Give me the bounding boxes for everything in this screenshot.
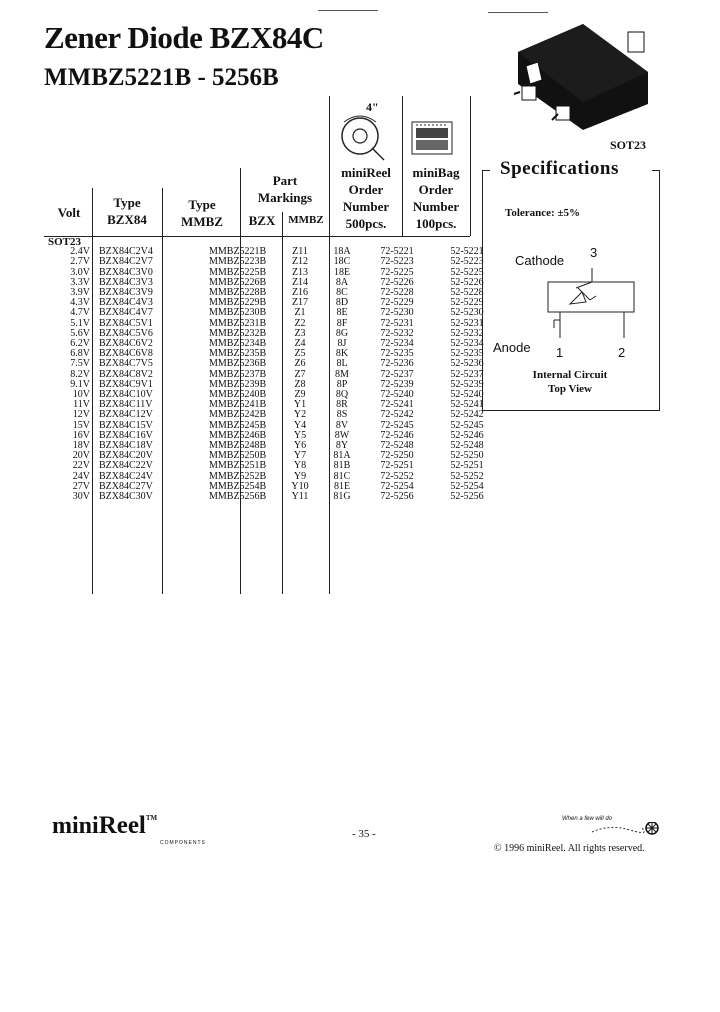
marking-bzx-cell: Y2	[293, 409, 307, 421]
marking-mmbz-cell: 8L	[336, 358, 348, 370]
minireel-cell: 72-5246	[380, 429, 414, 441]
type-mmbz-cell: MMBZ5254B	[209, 480, 267, 492]
type-bzx-cell: BZX84C22V	[99, 460, 153, 472]
reel-swoosh-icon	[590, 822, 662, 838]
type-mmbz-cell: MMBZ5230B	[209, 307, 267, 319]
top-rule	[488, 12, 548, 13]
type-mmbz-cell: MMBZ5234B	[209, 338, 267, 350]
marking-mmbz-cell: 8Q	[335, 389, 349, 401]
minibag-cell: 52-5251	[450, 460, 484, 472]
minireel-cell: 72-5234	[380, 338, 414, 350]
minibag-cell: 52-5252	[450, 470, 484, 482]
minireel-cell: 72-5256	[380, 491, 414, 503]
spec-box-rule	[482, 170, 490, 171]
marking-bzx-cell: Z7	[294, 368, 306, 380]
volt-cell: 30V	[72, 491, 90, 503]
marking-mmbz-cell: 18C	[333, 256, 351, 268]
minireel-cell: 72-5254	[380, 480, 414, 492]
internal-circuit-diagram	[540, 268, 640, 344]
minireel-cell: 72-5226	[380, 276, 414, 288]
column-rule	[470, 96, 471, 236]
minireel-cell: 72-5241	[380, 399, 414, 411]
col-part-markings: Part Markings	[257, 173, 313, 205]
marking-mmbz-cell: 18A	[333, 246, 351, 258]
minibag-cell: 52-5235	[450, 348, 484, 360]
marking-mmbz-cell: 8S	[336, 409, 348, 421]
marking-mmbz-cell: 8K	[335, 348, 349, 360]
minireel-cell: 72-5229	[380, 297, 414, 309]
marking-mmbz-cell: 8C	[336, 287, 348, 299]
minibag-cell: 52-5240	[450, 389, 484, 401]
minibag-cell: 52-5250	[450, 450, 484, 462]
top-rule	[318, 10, 378, 11]
volt-cell: 3.9V	[70, 287, 90, 299]
marking-bzx-cell: Z11	[292, 246, 308, 258]
marking-mmbz-cell: 8Y	[335, 440, 349, 452]
marking-bzx-cell: Z6	[294, 358, 306, 370]
slogan-text: When a few will do	[562, 816, 613, 822]
type-mmbz-cell: MMBZ5246B	[209, 429, 267, 441]
volt-cell: 3.3V	[70, 276, 90, 288]
volt-cell: 4.7V	[70, 307, 90, 319]
specifications-title: Specifications	[496, 158, 623, 180]
volt-cell: 6.2V	[70, 338, 90, 350]
copyright-text: © 1996 miniReel. All rights reserved.	[494, 843, 645, 854]
minireel-cell: 72-5250	[380, 450, 414, 462]
minireel-cell: 72-5228	[380, 287, 414, 299]
marking-mmbz-cell: 18E	[333, 266, 351, 278]
minibag-cell: 52-5241	[450, 399, 484, 411]
col-minibag: miniBag Order Number 100pcs.	[412, 165, 460, 231]
type-bzx-cell: BZX84C20V	[99, 450, 153, 462]
marking-bzx-cell: Y4	[293, 419, 307, 431]
col-type-mmbz: Type MMBZ	[181, 197, 223, 229]
type-bzx-cell: BZX84C4V7	[99, 307, 153, 319]
marking-mmbz-cell: 8R	[336, 399, 348, 411]
type-bzx-cell: BZX84C3V9	[99, 287, 153, 299]
marking-bzx-cell: Z2	[294, 317, 306, 329]
minibag-cell: 52-5236	[450, 358, 484, 370]
type-mmbz-cell: MMBZ5232B	[209, 327, 267, 339]
minireel-cell: 72-5230	[380, 307, 414, 319]
minireel-cell: 72-5231	[380, 317, 414, 329]
type-bzx-cell: BZX84C10V	[99, 389, 153, 401]
type-bzx-cell: BZX84C5V6	[99, 327, 153, 339]
volt-cell: 6.8V	[70, 348, 90, 360]
cathode-label: Cathode	[515, 253, 565, 268]
type-mmbz-cell: MMBZ5229B	[209, 297, 267, 309]
minibag-cell: 52-5228	[450, 287, 484, 299]
minireel-cell: 72-5251	[380, 460, 414, 472]
col-type-bzx: Type BZX84	[107, 195, 147, 227]
anode-label: Anode	[493, 340, 531, 355]
volt-cell: 5.1V	[70, 317, 90, 329]
volt-cell: 15V	[72, 419, 90, 431]
type-bzx-cell: BZX84C4V3	[99, 297, 153, 309]
minibag-cell: 52-5231	[450, 317, 484, 329]
minibag-cell: 52-5234	[450, 338, 484, 350]
minibag-cell: 52-5248	[450, 440, 484, 452]
type-mmbz-cell: MMBZ5240B	[209, 389, 267, 401]
tolerance-text: Tolerance: ±5%	[505, 207, 580, 219]
type-mmbz-cell: MMBZ5251B	[209, 460, 267, 472]
minibag-cell: 52-5237	[450, 368, 484, 380]
marking-bzx-cell: Y7	[293, 450, 307, 462]
volt-cell: 16V	[72, 429, 90, 441]
minibag-cell: 52-5245	[450, 419, 484, 431]
marking-bzx-cell: Z12	[291, 256, 309, 268]
marking-bzx-cell: Y6	[293, 440, 307, 452]
pin2-label: 2	[618, 345, 626, 360]
type-bzx-cell: BZX84C6V2	[99, 338, 153, 350]
page-title: Zener Diode BZX84C	[44, 20, 324, 55]
reel-icon	[336, 112, 388, 162]
minireel-cell: 72-5225	[380, 266, 414, 278]
table-row	[44, 492, 501, 502]
marking-mmbz-cell: 81E	[333, 480, 351, 492]
minibag-cell: 52-5232	[450, 327, 484, 339]
volt-cell: 24V	[72, 470, 90, 482]
marking-bzx-cell: Y9	[293, 470, 307, 482]
minireel-cell: 72-5236	[380, 358, 414, 370]
marking-bzx-cell: Z17	[291, 297, 309, 309]
spec-box-rule	[652, 170, 659, 171]
circuit-caption: Internal Circuit Top View	[532, 369, 608, 395]
reel-size-label: 4"	[366, 100, 379, 114]
type-mmbz-cell: MMBZ5241B	[209, 399, 267, 411]
minibag-cell: 52-5254	[450, 480, 484, 492]
type-mmbz-cell: MMBZ5237B	[209, 368, 267, 380]
marking-bzx-cell: Y11	[291, 491, 309, 503]
type-mmbz-cell: MMBZ5223B	[209, 256, 267, 268]
marking-bzx-cell: Y8	[293, 460, 307, 472]
marking-mmbz-cell: 8V	[335, 419, 349, 431]
minibag-cell: 52-5239	[450, 378, 484, 390]
volt-cell: 2.4V	[70, 246, 90, 258]
col-minireel: miniReel Order Number 500pcs.	[341, 165, 391, 231]
volt-cell: 4.3V	[70, 297, 90, 309]
type-bzx-cell: BZX84C11V	[99, 399, 153, 411]
minireel-cell: 72-5239	[380, 378, 414, 390]
marking-mmbz-cell: 8J	[337, 338, 347, 350]
minibag-cell: 52-5256	[450, 491, 484, 503]
marking-mmbz-cell: 81B	[333, 460, 351, 472]
type-mmbz-cell: MMBZ5231B	[209, 317, 267, 329]
marking-mmbz-cell: 81A	[333, 450, 351, 462]
minibag-cell: 52-5229	[450, 297, 484, 309]
minireel-cell: 72-5252	[380, 470, 414, 482]
type-bzx-cell: BZX84C15V	[99, 419, 153, 431]
minireel-cell: 72-5240	[380, 389, 414, 401]
page-number: - 35 -	[352, 828, 376, 840]
minireel-cell: 72-5232	[380, 327, 414, 339]
minibag-cell: 52-5223	[450, 256, 484, 268]
minibag-cell: 52-5246	[450, 429, 484, 441]
minireel-cell: 72-5245	[380, 419, 414, 431]
minireel-cell: 72-5248	[380, 440, 414, 452]
type-bzx-cell: BZX84C27V	[99, 480, 153, 492]
minireel-cell: 72-5221	[380, 246, 414, 258]
minibag-cell: 52-5230	[450, 307, 484, 319]
zener-table	[44, 237, 501, 502]
volt-cell: 18V	[72, 440, 90, 452]
marking-mmbz-cell: 8W	[334, 429, 350, 441]
marking-mmbz-cell: 8E	[336, 307, 348, 319]
type-mmbz-cell: MMBZ5226B	[209, 276, 267, 288]
type-mmbz-cell: MMBZ5250B	[209, 450, 267, 462]
volt-cell: 7.5V	[70, 358, 90, 370]
marking-bzx-cell: Y10	[291, 480, 309, 492]
type-mmbz-cell: MMBZ5235B	[209, 348, 267, 360]
type-bzx-cell: BZX84C8V2	[99, 368, 153, 380]
type-bzx-cell: BZX84C7V5	[99, 358, 153, 370]
marking-mmbz-cell: 8G	[335, 327, 349, 339]
marking-bzx-cell: Z5	[294, 348, 306, 360]
minireel-cell: 72-5242	[380, 409, 414, 421]
marking-bzx-cell: Z1	[294, 307, 306, 319]
col-part-bzx: BZX	[248, 213, 276, 228]
page-subtitle: MMBZ5221B - 5256B	[44, 64, 279, 91]
marking-bzx-cell: Z4	[294, 338, 306, 350]
bag-icon	[410, 120, 456, 158]
volt-cell: 10V	[72, 389, 90, 401]
type-mmbz-cell: MMBZ5248B	[209, 440, 267, 452]
type-bzx-cell: BZX84C16V	[99, 429, 153, 441]
volt-cell: 8.2V	[70, 368, 90, 380]
type-bzx-cell: BZX84C6V8	[99, 348, 153, 360]
volt-cell: 11V	[73, 399, 90, 411]
type-bzx-cell: BZX84C3V0	[99, 266, 153, 278]
volt-cell: 27V	[72, 480, 90, 492]
type-bzx-cell: BZX84C9V1	[99, 378, 153, 390]
minibag-cell: 52-5242	[450, 409, 484, 421]
col-volt: Volt	[57, 205, 81, 220]
marking-bzx-cell: Z8	[294, 378, 306, 390]
marking-bzx-cell: Y1	[293, 399, 307, 411]
volt-cell: 3.0V	[70, 266, 90, 278]
marking-mmbz-cell: 8A	[335, 276, 349, 288]
pin1-label: 1	[556, 345, 564, 360]
marking-mmbz-cell: 8D	[335, 297, 349, 309]
col-part-mmbz: MMBZ	[288, 214, 324, 226]
marking-bzx-cell: Z9	[294, 389, 306, 401]
type-mmbz-cell: MMBZ5236B	[209, 358, 267, 370]
type-mmbz-cell: MMBZ5242B	[209, 409, 267, 421]
volt-cell: 12V	[72, 409, 90, 421]
logo-subtitle: COMPONENTS	[160, 840, 206, 846]
type-mmbz-cell: MMBZ5239B	[209, 378, 267, 390]
marking-bzx-cell: Z14	[291, 276, 309, 288]
minireel-logo: miniReel™	[52, 812, 158, 839]
type-bzx-cell: BZX84C30V	[99, 491, 153, 503]
minireel-cell: 72-5237	[380, 368, 414, 380]
marking-mmbz-cell: 8P	[336, 378, 348, 390]
volt-cell: 9.1V	[70, 378, 90, 390]
marking-bzx-cell: Z16	[291, 287, 309, 299]
type-mmbz-cell: MMBZ5225B	[209, 266, 267, 278]
marking-bzx-cell: Z13	[291, 266, 309, 278]
type-bzx-cell: BZX84C12V	[99, 409, 153, 421]
type-bzx-cell: BZX84C24V	[99, 470, 153, 482]
marking-mmbz-cell: 81G	[333, 491, 351, 503]
volt-cell: 5.6V	[70, 327, 90, 339]
type-bzx-cell: BZX84C2V7	[99, 256, 153, 268]
volt-cell: 2.7V	[70, 256, 90, 268]
marking-bzx-cell: Y5	[293, 429, 307, 441]
volt-cell: 20V	[72, 450, 90, 462]
marking-mmbz-cell: 8F	[336, 317, 348, 329]
type-mmbz-cell: MMBZ5252B	[209, 470, 267, 482]
minibag-cell: 52-5221	[450, 246, 484, 258]
type-bzx-cell: BZX84C2V4	[99, 246, 153, 258]
section-label: SOT23	[48, 236, 82, 248]
type-mmbz-cell: MMBZ5245B	[209, 419, 267, 431]
minibag-cell: 52-5226	[450, 276, 484, 288]
minireel-cell: 72-5235	[380, 348, 414, 360]
volt-cell: 22V	[72, 460, 90, 472]
type-bzx-cell: BZX84C18V	[99, 440, 153, 452]
type-mmbz-cell: MMBZ5221B	[209, 246, 267, 258]
type-mmbz-cell: MMBZ5256B	[209, 491, 267, 503]
package-label: SOT23	[610, 138, 647, 152]
minireel-cell: 72-5223	[380, 256, 414, 268]
pin3-label: 3	[590, 245, 598, 260]
marking-mmbz-cell: 81C	[333, 470, 351, 482]
type-bzx-cell: BZX84C3V3	[99, 276, 153, 288]
sot23-package-image	[508, 22, 658, 140]
type-bzx-cell: BZX84C5V1	[99, 317, 153, 329]
marking-mmbz-cell: 8M	[335, 368, 349, 380]
type-mmbz-cell: MMBZ5228B	[209, 287, 267, 299]
minibag-cell: 52-5225	[450, 266, 484, 278]
marking-bzx-cell: Z3	[294, 327, 306, 339]
